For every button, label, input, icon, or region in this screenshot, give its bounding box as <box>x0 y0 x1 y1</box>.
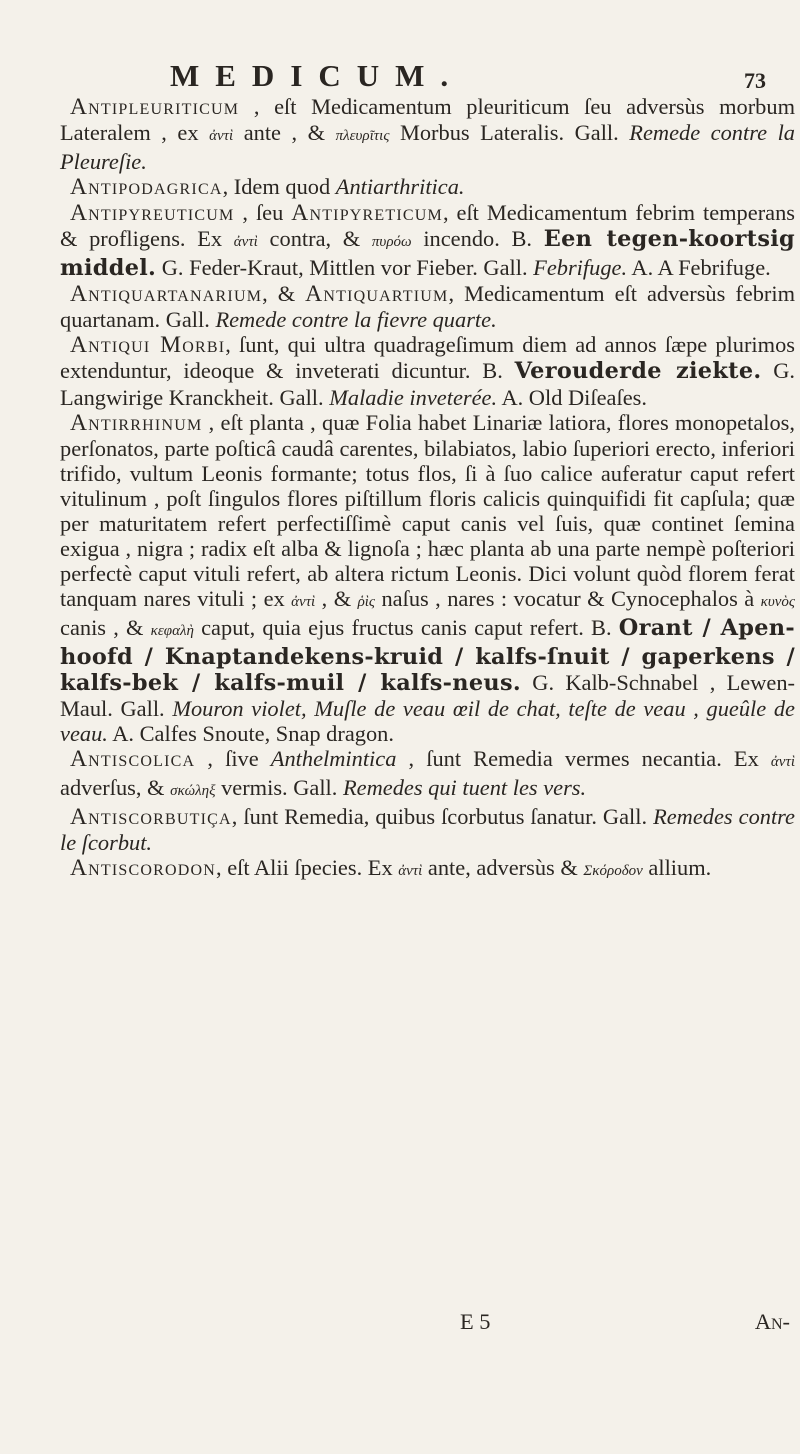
text-run: , eſt Medicamentum pleuriticum ſeu adversùs morbum Lateralem , ex <box>60 94 795 146</box>
entry-headword: Antipyreuticum <box>70 200 235 227</box>
dictionary-entry <box>60 746 795 804</box>
entry-headword: Antiscorbutiça <box>70 804 232 831</box>
text-run: incendo. B. <box>411 226 544 252</box>
text-run: caput, quia ejus fructus canis caput refert. B. <box>193 614 619 640</box>
entry-headword: Antipodagrica <box>70 174 223 201</box>
text-run: naſus , nares : vocatur & Cynocephalos à <box>375 585 761 611</box>
page-number: 73 <box>744 68 766 93</box>
dictionary-entry <box>60 281 795 332</box>
text-run: , & <box>262 281 306 307</box>
headword-variant: Antiquartium <box>305 281 449 308</box>
greek-word: πλευρῖτις <box>335 128 390 145</box>
text-run: , eſt Alii ſpecies. Ex <box>216 855 399 881</box>
dutch-gloss: Verouderde ziekte. <box>514 358 762 385</box>
text-run: G. Kalb-Schnabel , Lewen-Maul. Gall. <box>60 670 795 722</box>
dictionary-entry <box>60 804 795 855</box>
text-run: , ſunt Remedia vermes necantia. Ex <box>396 746 771 772</box>
text-run: , ſeu <box>234 200 292 226</box>
text-run: G. Feder-Kraut, Mittlen vor Fieber. Gall. <box>156 255 534 281</box>
french-gloss: Febrifuge. <box>533 255 628 281</box>
catchword: An- <box>754 1309 790 1334</box>
greek-word: Σκόροδον <box>583 863 643 880</box>
text-run: A. Calfes Snoute, Snap dragon. <box>107 721 394 747</box>
entry-headword: Antiqui Morbi <box>70 332 226 359</box>
page-header <box>0 58 800 98</box>
text-run: , ſunt, qui ultra quadrageſimum diem ad annos ſæpe plurimos extenduntur, ideoque & inveterati dicuntur. B. <box>60 332 795 384</box>
text-run: A. Old Diſeaſes. <box>497 384 647 410</box>
text-run: contra, & <box>257 226 372 252</box>
dutch-gloss: Een tegen-koortsig middel. <box>60 226 795 282</box>
greek-word: κεφαλὴ <box>150 622 194 639</box>
greek-word: κυνὸς <box>760 593 795 610</box>
dictionary-entry <box>60 410 795 747</box>
text-run: , eſt Medicamentum febrim temperans & profligens. Ex <box>60 200 795 252</box>
french-gloss: Remede contre la Pleureſie. <box>60 120 795 175</box>
greek-word: σκώληξ <box>170 783 216 800</box>
french-gloss: Remedes contre le ſcorbut. <box>60 804 795 856</box>
dutch-gloss: Orant / Apen-hoofd / Knaptandekens-kruid / kalfs-ſnuit / gaperkens / kalfs-bek / kalfs-muil / kalfs-neus. <box>60 614 795 697</box>
text-run: vermis. Gall. <box>215 775 343 801</box>
text-run: A. A Febrifuge. <box>627 255 771 281</box>
french-gloss: Mouron violet, Muſle de veau œil de chat, teſte de veau , gueûle de veau. <box>60 696 795 747</box>
dictionary-entry <box>60 855 795 884</box>
headword-variant: Antipyreticum <box>291 200 443 227</box>
greek-word: ἀντὶ <box>209 128 234 145</box>
text-run: , ſive <box>195 746 271 772</box>
greek-word: ἀντὶ <box>233 234 258 251</box>
dictionary-entry <box>60 200 795 281</box>
french-gloss: Remede contre la fievre quarte. <box>215 307 497 333</box>
text-run: ante, adversùs & <box>422 855 584 881</box>
entry-headword: Antiscorodon <box>70 855 217 882</box>
text-run: , Idem quod <box>222 174 336 200</box>
french-gloss: Antiarthritica. <box>335 174 465 200</box>
greek-word: ἀντὶ <box>291 593 316 610</box>
text-run: , Medicamentum eſt adversùs febrim quartanam. Gall. <box>60 281 796 333</box>
text-run: Morbus Lateralis. Gall. <box>389 120 630 146</box>
text-run: adverſus, & <box>60 775 171 801</box>
french-gloss: Maladie inveterée. <box>329 384 498 410</box>
text-run: , & <box>315 585 358 611</box>
greek-word: ἀντὶ <box>398 863 423 880</box>
text-run: , ſunt Remedia, quibus ſcorbutus ſanatur. Gall. <box>231 804 654 830</box>
greek-word: ἀντὶ <box>770 754 795 771</box>
dictionary-entry <box>60 94 795 174</box>
dictionary-entry <box>60 332 795 409</box>
dictionary-entry <box>60 174 795 200</box>
greek-word: ῥὶς <box>357 593 376 610</box>
entry-headword: Antiscolica <box>70 746 196 773</box>
text-run: ante , & <box>233 120 336 146</box>
text-run: allium. <box>642 855 712 881</box>
entry-headword: Antipleuriticum <box>70 94 240 120</box>
text-run: G. Langwirige Kranckheit. Gall. <box>60 358 795 410</box>
entry-headword: Antirrhinum <box>70 409 203 436</box>
greek-word: πυρόω <box>371 234 412 251</box>
signature-mark: E 5 <box>460 1309 491 1334</box>
running-head: MEDICUM. <box>170 58 465 93</box>
text-run: , eſt planta , quæ Folia habet Linariæ latiora, flores monopetalos, perſonatos, parte poſticâ caudâ carentes, bilabiatos, labio ſuperiori erecto, inferiori trifido, vultum Leonis formante; totus flos, ſi à ſuo calice auferatur caput refert vitulinum , poſt ſingulos flores piſtillum floris calicis quinquifidi fit capſula; quæ per maturitatem refert perfectiſſimè caput canis vel ſuis, quæ continet ſemina exigua , nigra ; radix eſt alba & lignoſa ; hæc planta ab una parte nempè poſteriori perfectè caput vituli refert, ab altera rictum Leonis. Dici volunt quòd florem ferat tanquam nares vituli ; ex <box>60 409 795 611</box>
text-run: canis , & <box>60 614 151 640</box>
french-gloss: Remedes qui tuent les vers. <box>342 775 587 801</box>
entry-headword: Antiquartanarium <box>70 281 263 308</box>
dictionary-text <box>60 94 795 884</box>
french-gloss: Anthelmintica <box>270 746 397 772</box>
